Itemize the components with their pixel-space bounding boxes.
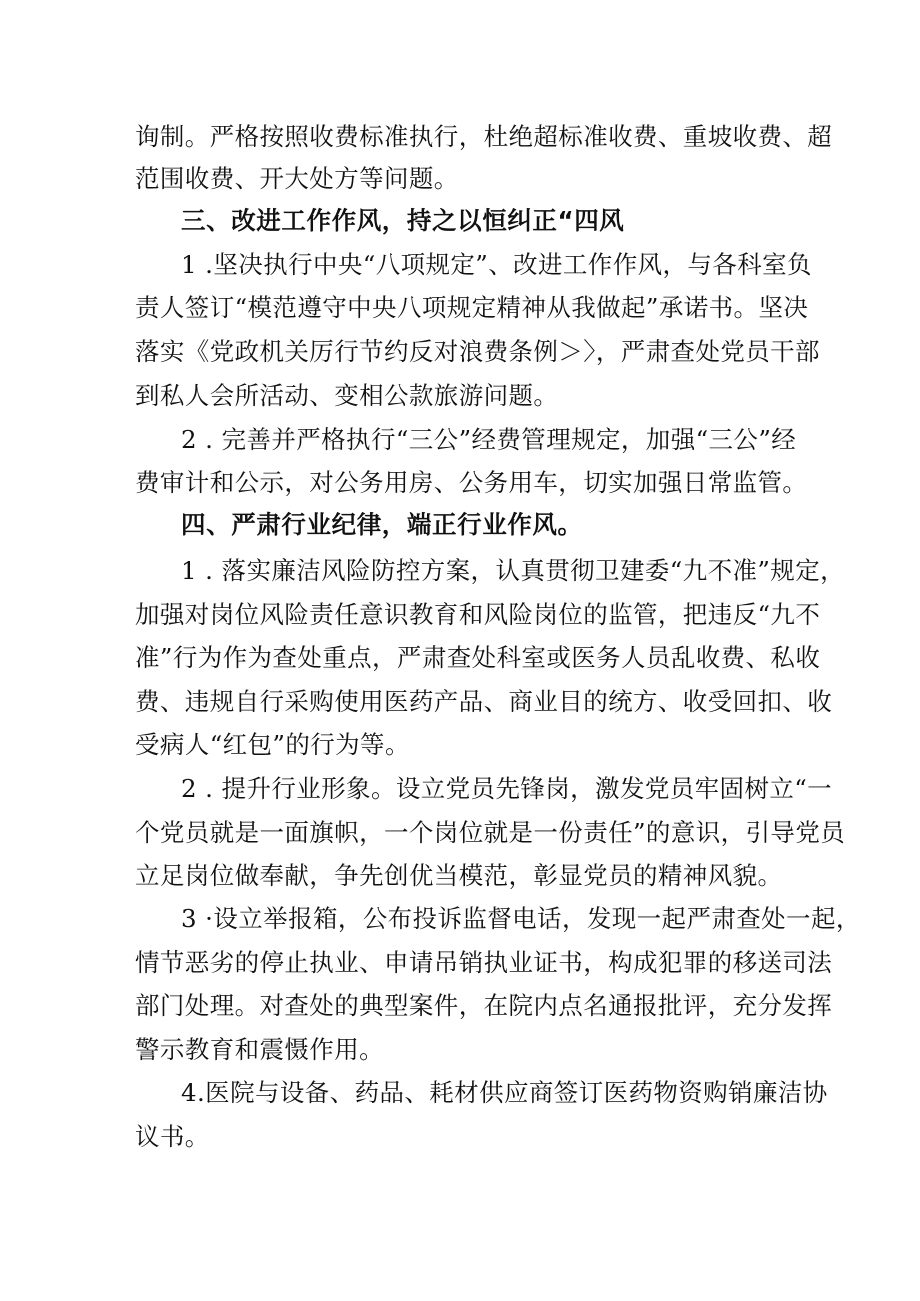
- section-4-item-1-line-2: 加强对岗位风险责任意识教育和风险岗位的监管，把违反“九不: [135, 600, 821, 629]
- section-3-item-1-line-3: 落实《党政机关厉行节约反对浪费条例＞〉，严肃查处党员干部: [135, 337, 820, 366]
- section-4-item-1-line-3: 准”行为作为查处重点，严肃查处科室或医务人员乱收费、私收: [135, 643, 821, 672]
- section-3-item-1-line-4: 到私人会所活动、变相公款旅游问题。: [135, 381, 559, 410]
- section-3-item-1-line-1: 1 .坚决执行中央“八项规定”、改进工作作风，与各科室负: [181, 250, 812, 279]
- section-3-heading: 三、改进工作作风，持之以恒纠正“四风: [181, 206, 625, 235]
- section-4-item-3-line-3: 部门处理。对查处的典型案件，在院内点名通报批评，充分发挥: [135, 991, 833, 1020]
- section-4-item-2-line-1: 2 . 提升行业形象。设立党员先锋岗，激发党员牢固树立“一: [181, 774, 833, 803]
- section-4-item-3-line-2: 情节恶劣的停止执业、申请吊销执业证书，构成犯罪的移送司法: [135, 948, 833, 977]
- section-4-item-2-line-3: 立足岗位做奉献，争先创优当模范，彰显党员的精神风貌。: [135, 861, 783, 890]
- section-4-item-3-line-4: 警示教育和震慑作用。: [135, 1035, 384, 1064]
- section-3-item-2-line-2: 费审计和公示，对公务用房、公务用车，切实加强日常监管。: [135, 468, 808, 497]
- intro-line-1: 询制。严格按照收费标准执行，杜绝超标准收费、重坡收费、超: [135, 122, 833, 151]
- section-4-item-4-line-2: 议书。: [135, 1122, 210, 1151]
- section-4-item-4-line-1: 4.医院与设备、药品、耗材供应商签订医药物资购销廉洁协: [181, 1078, 828, 1107]
- section-3-item-2-line-1: 2 . 完善并严格执行“三公”经费管理规定，加强“三公”经: [181, 425, 797, 454]
- section-4-item-1-line-4: 费、违规自行采购使用医药产品、商业目的统方、收受回扣、收: [135, 687, 833, 716]
- section-4-heading: 四、严肃行业纪律，端正行业作风。: [181, 510, 583, 539]
- section-4-item-1-line-5: 受病人“红包”的行为等。: [135, 730, 410, 759]
- section-4-item-3-line-1: 3 ·设立举报箱，公布投诉监督电话，发现一起严肃查处一起，: [181, 904, 861, 933]
- section-4-item-2-line-2: 个党员就是一面旗帜，一个岗位就是一份责任”的意识，引导党员: [135, 818, 846, 847]
- intro-line-2: 范围收费、开大处方等问题。: [135, 164, 459, 193]
- section-4-item-1-line-1: 1 . 落实廉洁风险防控方案，认真贯彻卫建委“九不准”规定，: [181, 556, 845, 585]
- section-3-item-1-line-2: 责人签订“模范遵守中央八项规定精神从我做起”承诺书。坚决: [135, 293, 809, 322]
